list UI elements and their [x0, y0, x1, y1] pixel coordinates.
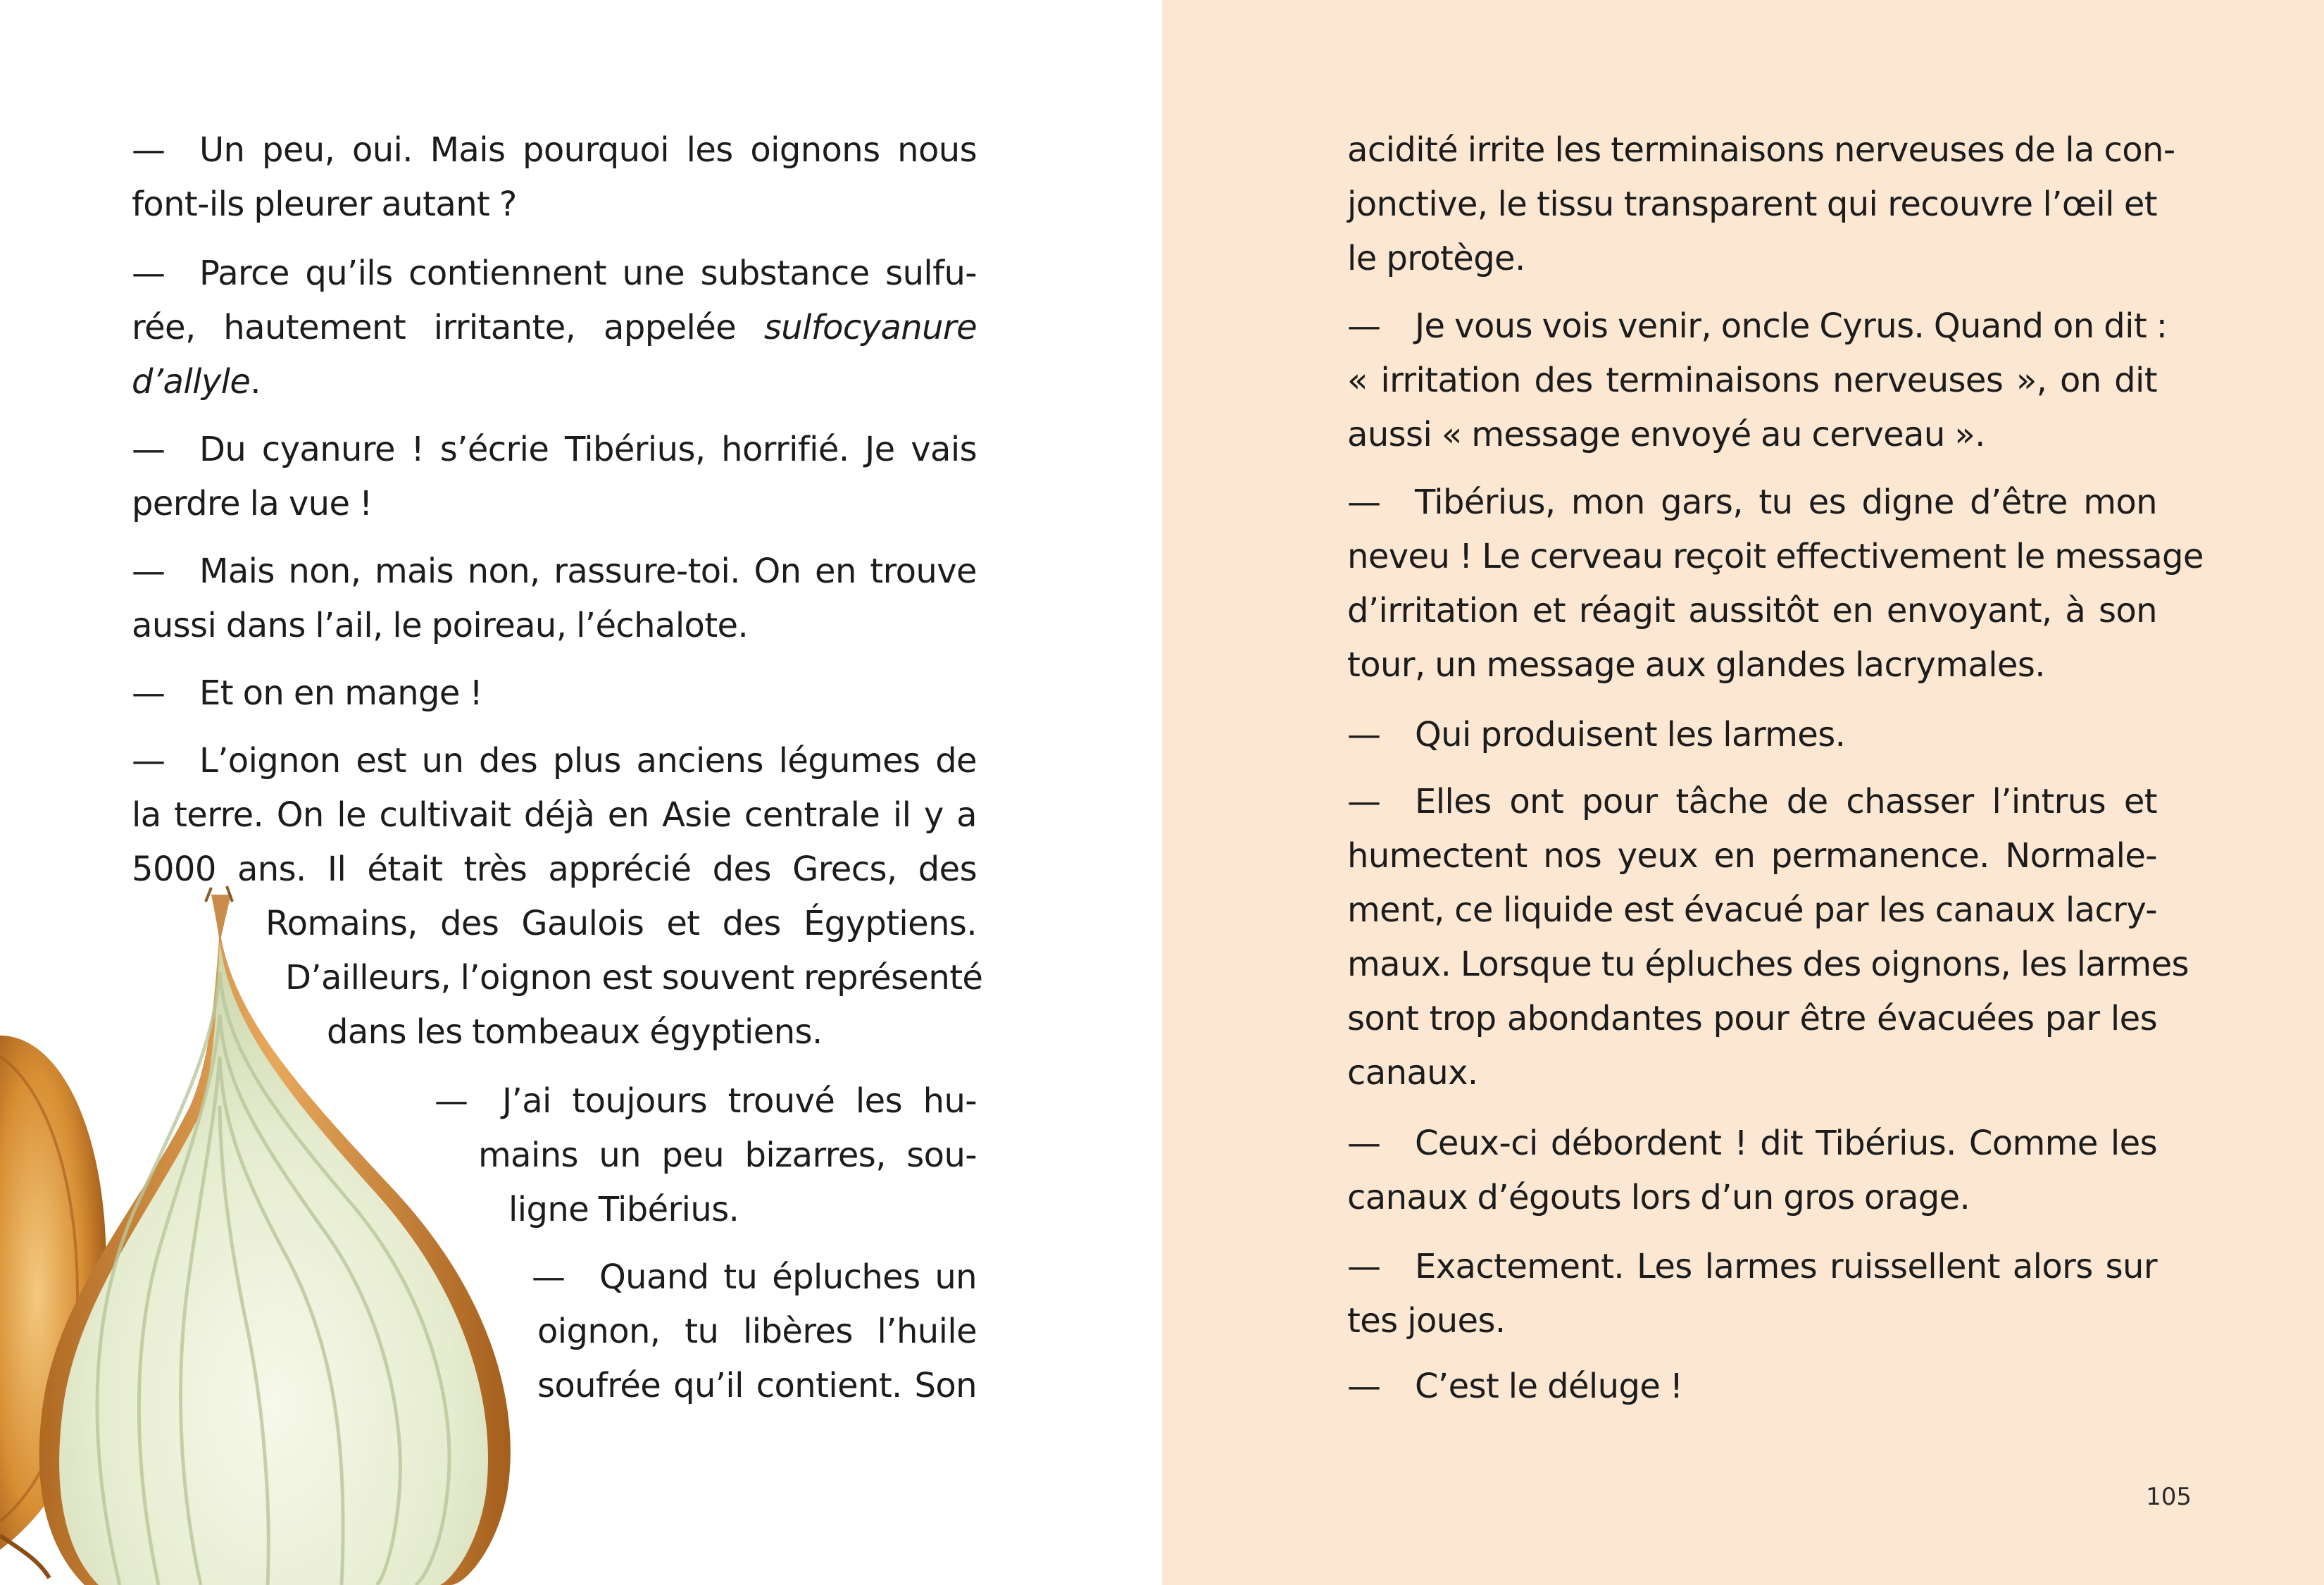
text-line: — Quand tu épluches un — [532, 1250, 977, 1305]
text-line: — Tibérius, mon gars, tu es digne d’être mon — [1347, 476, 2157, 530]
dialogue-paragraph — [132, 123, 977, 232]
em-dash: — — [1347, 782, 1381, 821]
dialogue-paragraph — [132, 666, 977, 721]
text-line: acidité irrite les terminaisons nerveuses de la con- — [1347, 130, 2175, 170]
dialogue-paragraph — [1347, 299, 2168, 462]
em-dash: — — [132, 430, 165, 469]
text-line: — L’oignon est un des plus anciens légumes de — [132, 734, 977, 788]
text-line: ment, ce liquide est évacué par les canaux lacry- — [1347, 890, 2157, 930]
dialogue-paragraph — [1347, 1240, 2157, 1348]
text-line: oignon, tu libères l’huile — [537, 1312, 977, 1351]
text-line: dans les tombeaux égyptiens. — [327, 1012, 823, 1052]
text-line: d’allyle. — [132, 362, 261, 402]
dialogue-paragraph — [532, 1250, 977, 1413]
em-dash: — — [132, 552, 165, 591]
text-line: — Je vous vois venir, oncle Cyrus. Quand on dit : — [1347, 299, 2157, 354]
em-dash: — — [132, 254, 165, 293]
text-line: Romains, des Gaulois et des Égyptiens. — [265, 904, 977, 943]
text-line: ligne Tibérius. — [508, 1190, 739, 1229]
em-dash: — — [132, 741, 165, 781]
text-line: — Qui produisent les larmes. — [1347, 708, 2157, 762]
dialogue-paragraph — [1347, 123, 2175, 286]
text-line: soufrée qu’il contient. Son — [537, 1366, 977, 1405]
dialogue-paragraph — [1347, 708, 2157, 762]
page-number: 105 — [2146, 1483, 2192, 1511]
italic-term: d’allyle — [132, 362, 251, 402]
dialogue-paragraph — [132, 545, 977, 653]
text-line: — C’est le déluge ! — [1347, 1360, 2157, 1414]
dialogue-paragraph — [1347, 775, 2189, 1100]
em-dash: — — [532, 1257, 566, 1297]
dialogue-paragraph — [1347, 1117, 2157, 1225]
text-line: D’ailleurs, l’oignon est souvent représenté — [285, 958, 983, 997]
em-dash: — — [132, 130, 165, 170]
text-line: — Parce qu’ils contiennent une substance sulfu- — [132, 247, 977, 301]
text-line: sont trop abondantes pour être évacuées par les — [1347, 999, 2157, 1038]
dialogue-paragraph — [132, 247, 977, 409]
text-line: 5000 ans. Il était très apprécié des Grecs, des — [132, 850, 977, 889]
text-line: — Mais non, mais non, rassure-toi. On en trouve — [132, 545, 977, 599]
text-line: — Du cyanure ! s’écrie Tibérius, horrifié. Je vais — [132, 423, 977, 477]
text-line: — J’ai toujours trouvé les hu- — [435, 1074, 977, 1129]
text-line: aussi dans l’ail, le poireau, l’échalote. — [132, 606, 749, 645]
text-line: — Ceux-ci débordent ! dit Tibérius. Comme les — [1347, 1117, 2157, 1171]
right-page — [1162, 0, 2324, 1585]
dialogue-paragraph — [1347, 476, 2204, 692]
dialogue-paragraph — [1347, 1360, 2157, 1414]
em-dash: — — [1347, 1124, 1381, 1163]
italic-term: sulfocyanure — [763, 308, 977, 347]
text-line: — Exactement. Les larmes ruissellent alors sur — [1347, 1240, 2157, 1294]
text-line: tour, un message aux glandes lacrymales. — [1347, 645, 2045, 685]
text-line: canaux d’égouts lors d’un gros orage. — [1347, 1178, 1970, 1217]
text-line: maux. Lorsque tu épluches des oignons, les larmes — [1347, 945, 2189, 984]
text-line: font-ils pleurer autant ? — [132, 185, 517, 224]
text-line: mains un peu bizarres, sou- — [478, 1136, 977, 1175]
text-line: la terre. On le cultivait déjà en Asie centrale il y a — [132, 795, 977, 835]
text-line: neveu ! Le cerveau reçoit effectivement le message — [1347, 537, 2204, 576]
text-line: d’irritation et réagit aussitôt en envoyant, à son — [1347, 591, 2157, 630]
text-line: — Et on en mange ! — [132, 666, 977, 721]
em-dash: — — [1347, 715, 1381, 754]
em-dash: — — [1347, 306, 1381, 346]
dialogue-paragraph — [132, 734, 983, 1059]
em-dash: — — [1347, 1367, 1381, 1406]
text-line: tes joues. — [1347, 1301, 1506, 1341]
text-line: jonctive, le tissu transparent qui recouvre l’œil et — [1347, 185, 2157, 224]
text-line: — Un peu, oui. Mais pourquoi les oignons nous — [132, 123, 977, 178]
text-line: aussi « message envoyé au cerveau ». — [1347, 415, 1985, 454]
text-line: « irritation des terminaisons nerveuses », on dit — [1347, 361, 2157, 400]
em-dash: — — [435, 1081, 468, 1121]
em-dash: — — [1347, 483, 1381, 522]
text-line: perdre la vue ! — [132, 484, 373, 523]
em-dash: — — [1347, 1247, 1381, 1286]
text-line: rée, hautement irritante, appelée sulfocyanure — [132, 308, 977, 347]
text-line: canaux. — [1347, 1053, 1478, 1093]
dialogue-paragraph — [435, 1074, 977, 1237]
text-line: le protège. — [1347, 239, 1525, 278]
em-dash: — — [132, 673, 165, 713]
text-line: — Elles ont pour tâche de chasser l’intrus et — [1347, 775, 2157, 829]
text-line: humectent nos yeux en permanence. Normale- — [1347, 836, 2157, 876]
dialogue-paragraph — [132, 423, 977, 531]
